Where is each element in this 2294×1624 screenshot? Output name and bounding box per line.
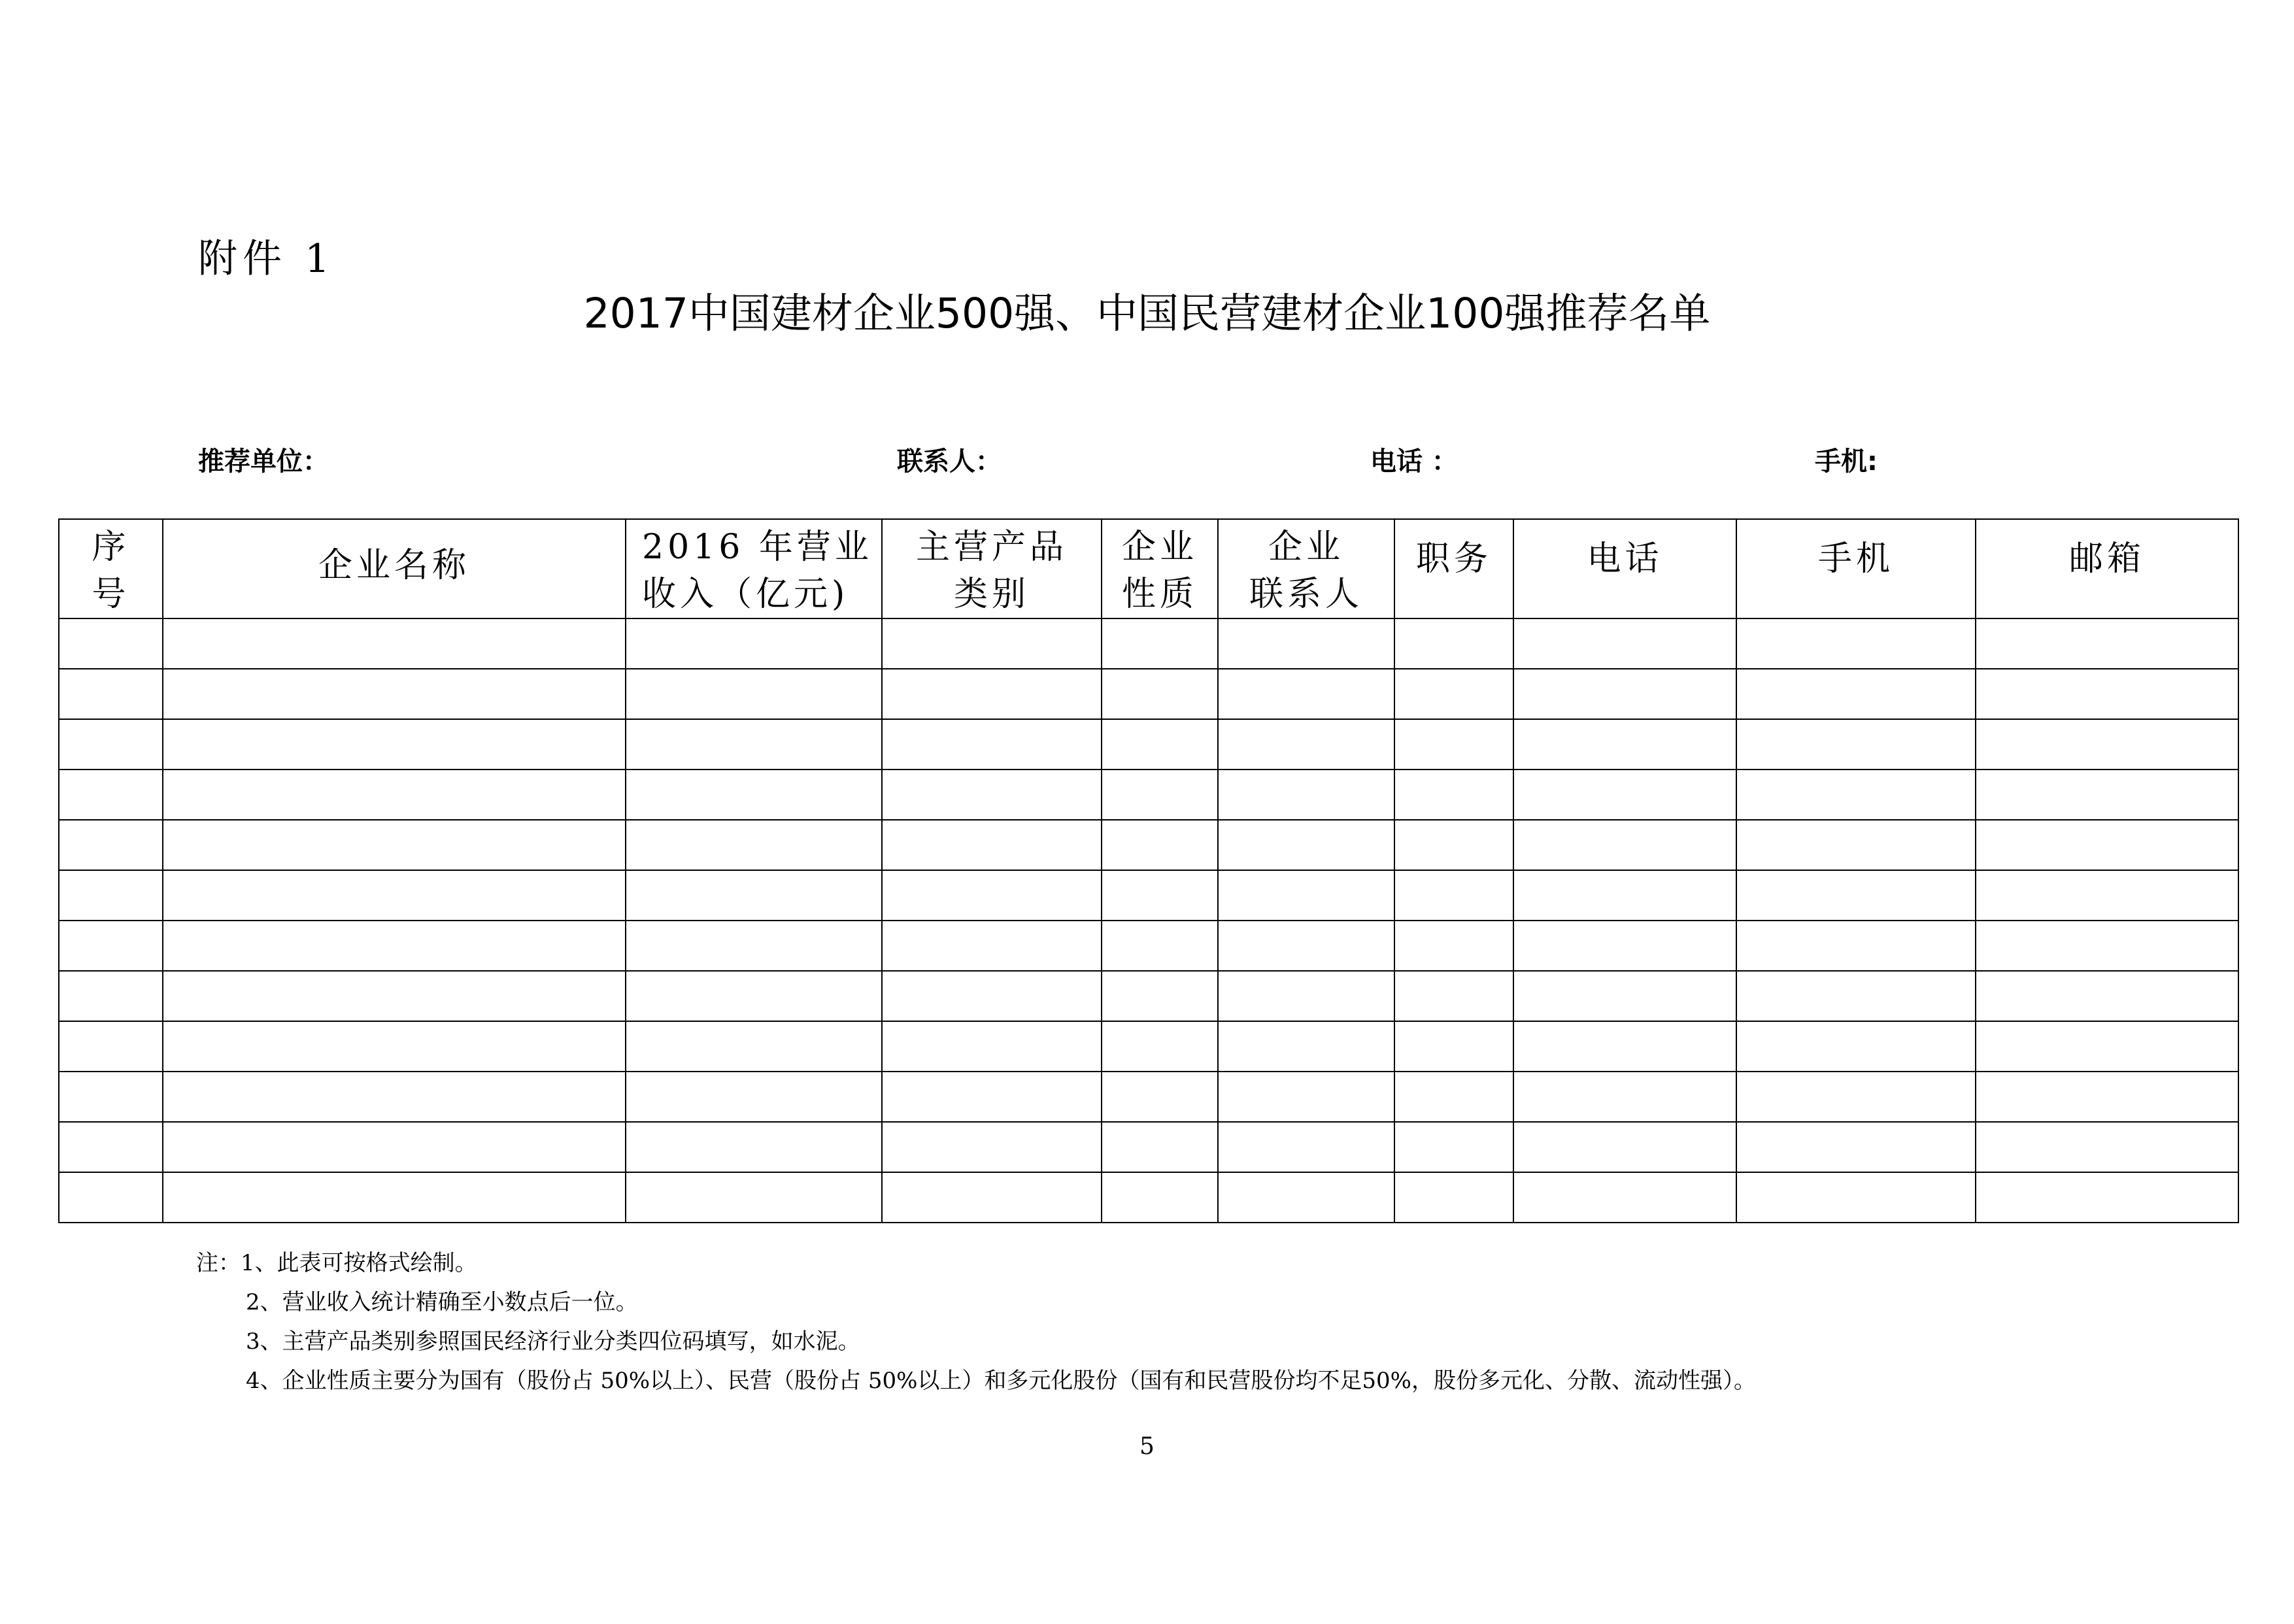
table-cell[interactable] [1218,770,1394,820]
table-cell[interactable] [1736,971,1976,1021]
table-cell[interactable] [1218,669,1394,719]
table-row [59,820,2238,870]
table-cell[interactable] [1102,820,1218,870]
table-cell[interactable] [163,870,626,921]
col-header-mobile: 手机 [1736,519,1976,618]
table-row [59,1122,2238,1172]
table-cell[interactable] [163,770,626,820]
table-cell[interactable] [163,971,626,1021]
col-header-line: 序 [92,528,130,567]
col-header-line: 性质 [1121,575,1198,614]
table-cell[interactable] [59,1172,163,1223]
col-header-line: 主营产品 [915,528,1068,567]
col-header-line: 号 [92,575,130,614]
table-cell[interactable] [1218,971,1394,1021]
table-cell[interactable] [626,770,882,820]
table-cell[interactable] [1218,820,1394,870]
table-row [59,719,2238,770]
table-cell[interactable] [1394,618,1513,669]
table-cell[interactable] [626,921,882,971]
table-cell[interactable] [1218,1021,1394,1072]
table-cell[interactable] [882,1021,1102,1072]
table-cell[interactable] [882,971,1102,1021]
table-cell[interactable] [1976,1021,2238,1072]
table-cell[interactable] [163,1122,626,1172]
table-cell[interactable] [882,770,1102,820]
table-cell[interactable] [626,1021,882,1072]
table-cell[interactable] [882,820,1102,870]
table-cell[interactable] [1513,870,1736,921]
table-cell[interactable] [1736,1021,1976,1072]
table-cell[interactable] [1218,618,1394,669]
table-cell[interactable] [882,921,1102,971]
col-header-serial [59,519,163,618]
table-cell[interactable] [1394,1122,1513,1172]
table-cell[interactable] [59,618,163,669]
table-cell[interactable] [1513,618,1736,669]
table-cell[interactable] [1736,820,1976,870]
table-cell[interactable] [1513,770,1736,820]
col-header-line: 企业 [1121,528,1198,567]
table-cell[interactable] [1976,971,2238,1021]
table-cell[interactable] [1976,1172,2238,1223]
recommending-unit-label: 推荐单位： [198,447,329,477]
table-cell[interactable] [1102,1072,1218,1122]
table-cell[interactable] [1736,870,1976,921]
table-cell[interactable] [626,971,882,1021]
table-cell[interactable] [1102,770,1218,820]
col-header-line: 收入（亿元) [642,575,849,614]
table-cell[interactable] [1513,1172,1736,1223]
table-cell[interactable] [163,1172,626,1223]
mobile-label: 手机: [1815,447,1878,477]
table-cell[interactable] [163,1072,626,1122]
table-row [59,870,2238,921]
table-cell[interactable] [59,1122,163,1172]
table-cell[interactable] [163,820,626,870]
table-cell[interactable] [59,719,163,770]
note-line: 4、企业性质主要分为国有（股份占 50%以上）、民营（股份占 50%以上）和多元化股份（国有和民营股份均不足50%，股份多元化、分散、流动性强）。 [246,1368,1756,1394]
table-cell[interactable] [1976,820,2238,870]
table-cell[interactable] [882,1122,1102,1172]
table-cell[interactable] [882,1072,1102,1122]
table-cell[interactable] [1976,921,2238,971]
table-cell[interactable] [1976,719,2238,770]
table-cell[interactable] [882,669,1102,719]
table-cell[interactable] [626,719,882,770]
col-header-position: 职务 [1394,519,1513,618]
table-cell[interactable] [626,820,882,870]
table-cell[interactable] [626,618,882,669]
table-cell[interactable] [163,618,626,669]
table-cell[interactable] [59,921,163,971]
table-cell[interactable] [163,719,626,770]
col-header-line: 联系人 [1249,575,1363,614]
attachment-label: 附件 1 [198,236,335,282]
table-row [59,1072,2238,1122]
table-header-row [59,519,2238,618]
table-cell[interactable] [1513,820,1736,870]
table-cell[interactable] [1976,1122,2238,1172]
table-cell[interactable] [626,669,882,719]
phone-label: 电话 ： [1370,447,1458,477]
table-cell[interactable] [1102,921,1218,971]
col-header-phone: 电话 [1513,519,1736,618]
table-cell[interactable] [1394,770,1513,820]
table-cell[interactable] [626,1172,882,1223]
table-cell[interactable] [1102,1172,1218,1223]
table-cell[interactable] [163,1021,626,1072]
recommendation-table [58,518,2239,1223]
table-cell[interactable] [626,870,882,921]
contact-person-label: 联系人： [897,447,1002,477]
table-row [59,669,2238,719]
table-cell[interactable] [1394,820,1513,870]
page-title: 2017中国建材企业500强、中国民营建材企业100强推荐名单 [583,290,1711,337]
page-number: 5 [1139,1433,1155,1460]
table-row [59,770,2238,820]
table-cell[interactable] [1394,921,1513,971]
table-cell[interactable] [1102,1122,1218,1172]
table-cell[interactable] [1394,1072,1513,1122]
table-cell[interactable] [1976,669,2238,719]
table-row [59,618,2238,669]
table-cell[interactable] [1976,618,2238,669]
col-header-line: 企业 [1268,528,1344,567]
col-header-email: 邮箱 [1976,519,2238,618]
table-cell[interactable] [1736,719,1976,770]
table-cell[interactable] [1976,870,2238,921]
table-cell[interactable] [59,971,163,1021]
table-cell[interactable] [1736,669,1976,719]
col-header-product-category [882,519,1102,618]
col-header-enterprise-contact [1218,519,1394,618]
col-header-line: 2016 年营业 [642,528,873,567]
table-cell[interactable] [1736,770,1976,820]
table-cell[interactable] [1513,1072,1736,1122]
table-cell[interactable] [1736,1072,1976,1122]
col-header-line: 类别 [953,575,1030,614]
table-cell[interactable] [59,1021,163,1072]
table-cell[interactable] [1513,921,1736,971]
table-row [59,921,2238,971]
table-cell[interactable] [1218,1172,1394,1223]
col-header-revenue [626,519,882,618]
table-cell[interactable] [59,669,163,719]
table-cell[interactable] [1513,1122,1736,1172]
table-cell[interactable] [59,770,163,820]
table-cell[interactable] [1976,770,2238,820]
col-header-enterprise-type [1102,519,1218,618]
table-cell[interactable] [1736,921,1976,971]
table-cell[interactable] [1102,971,1218,1021]
table-cell[interactable] [1736,1122,1976,1172]
table-cell[interactable] [1513,669,1736,719]
notes-section [196,1243,1756,1400]
table-cell[interactable] [1736,1172,1976,1223]
table-cell[interactable] [1394,669,1513,719]
table-cell[interactable] [1513,719,1736,770]
table-cell[interactable] [1218,1072,1394,1122]
table-cell[interactable] [1394,971,1513,1021]
table-cell[interactable] [1394,870,1513,921]
table-cell[interactable] [1218,719,1394,770]
table-cell[interactable] [1513,1021,1736,1072]
table-cell[interactable] [626,1072,882,1122]
note-line: 注：1、此表可按格式绘制。 [196,1250,477,1276]
table-cell[interactable] [59,870,163,921]
table-cell[interactable] [163,921,626,971]
table-cell[interactable] [1102,669,1218,719]
table-cell[interactable] [1218,921,1394,971]
table-cell[interactable] [626,1122,882,1172]
table-row [59,1172,2238,1223]
table-cell[interactable] [1394,1021,1513,1072]
table-cell[interactable] [1736,618,1976,669]
table-cell[interactable] [1102,719,1218,770]
table-cell[interactable] [1976,1072,2238,1122]
table-row [59,1021,2238,1072]
table-cell[interactable] [1394,1172,1513,1223]
table-cell[interactable] [1102,870,1218,921]
table-cell[interactable] [1102,1021,1218,1072]
table-cell[interactable] [1218,1122,1394,1172]
table-cell[interactable] [59,820,163,870]
table-row [59,971,2238,1021]
table-cell[interactable] [882,1172,1102,1223]
table-cell[interactable] [882,618,1102,669]
table-body [59,618,2238,1223]
table-cell[interactable] [1218,870,1394,921]
table-cell[interactable] [59,1072,163,1122]
note-line: 2、营业收入统计精确至小数点后一位。 [246,1289,638,1315]
col-header-company-name: 企业名称 [163,519,626,618]
table-cell[interactable] [1513,971,1736,1021]
table-cell[interactable] [1394,719,1513,770]
table-cell[interactable] [163,669,626,719]
note-line: 3、主营产品类别参照国民经济行业分类四位码填写，如水泥。 [246,1328,860,1355]
table-cell[interactable] [882,870,1102,921]
table-cell[interactable] [882,719,1102,770]
table-cell[interactable] [1102,618,1218,669]
